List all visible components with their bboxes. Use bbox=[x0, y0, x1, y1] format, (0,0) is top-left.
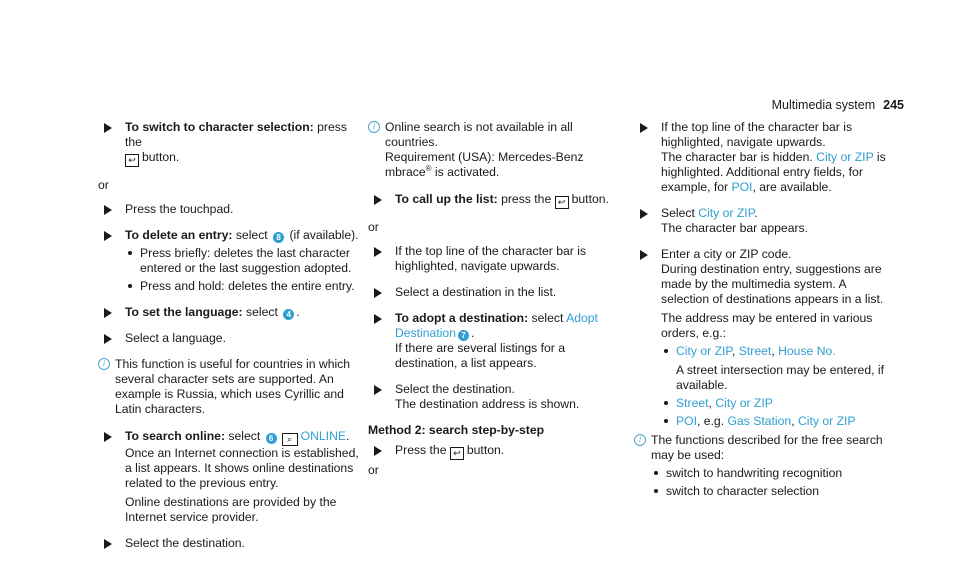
step-navigate-upwards bbox=[634, 120, 892, 195]
arrow-right-icon bbox=[374, 385, 382, 395]
ui-label-city-zip: City or ZIP bbox=[676, 344, 732, 358]
step-switch-character bbox=[98, 120, 360, 167]
step-title: To set the language: bbox=[125, 305, 243, 319]
step-call-up-list bbox=[368, 192, 613, 209]
bullet-icon bbox=[664, 349, 668, 353]
note-text: This function is useful for countries in which several character sets are supported. An example is Russia, which uses Cyrillic and Latin characters. bbox=[115, 357, 351, 416]
step-title: To switch to character selection: bbox=[125, 120, 314, 134]
step-text: button. bbox=[142, 150, 180, 164]
ui-label-online: ONLINE bbox=[300, 429, 347, 443]
ui-label-street: Street bbox=[738, 344, 772, 358]
step-result-text: The character bar is hidden. bbox=[661, 150, 817, 164]
ui-label-street: Street bbox=[676, 396, 709, 410]
step-result: The address may be entered in various orders, e.g.: bbox=[661, 311, 873, 340]
step-result-text: , are available. bbox=[752, 180, 832, 194]
step-text: press the bbox=[497, 192, 552, 206]
list-item: City or ZIP, Street, House No. A street intersection may be entered, if available. bbox=[661, 344, 892, 393]
page-number: 245 bbox=[883, 98, 904, 112]
step-result: Once an Internet connection is established, a list appears. It shows online destinations related to the previous entry. bbox=[125, 446, 359, 490]
note-text: Online search is not available in all countries. bbox=[385, 120, 573, 149]
step-press-touchpad bbox=[98, 202, 360, 217]
step-result bbox=[661, 150, 892, 195]
step-navigate-up bbox=[368, 244, 613, 274]
callout-number: 8 bbox=[273, 232, 284, 243]
list-item: Street, City or ZIP bbox=[661, 396, 892, 411]
bullet-icon bbox=[654, 471, 658, 475]
or-text: or bbox=[368, 463, 379, 477]
bullet-icon bbox=[664, 419, 668, 423]
column-3 bbox=[634, 120, 892, 511]
ui-label-city-zip: City or ZIP bbox=[698, 206, 755, 220]
arrow-right-icon bbox=[640, 209, 648, 219]
bullet-text: switch to handwriting recognition bbox=[666, 466, 843, 480]
callout-number: 4 bbox=[283, 309, 294, 320]
step-text: Select bbox=[661, 206, 699, 220]
step-text: select bbox=[232, 228, 272, 242]
step-result: The destination address is shown. bbox=[395, 397, 580, 411]
step-result-text: is highlighted. Additional entry fields, for example, for bbox=[661, 150, 886, 194]
step-text: Enter a city or ZIP code. bbox=[661, 247, 792, 261]
step-text: Select a language. bbox=[125, 331, 226, 345]
arrow-right-icon bbox=[104, 539, 112, 549]
column-2 bbox=[368, 120, 613, 487]
step-title: To delete an entry: bbox=[125, 228, 233, 242]
ui-label-house-no: House No. bbox=[778, 344, 836, 358]
step-text: select bbox=[528, 311, 567, 325]
back-button-icon: ↩ bbox=[555, 196, 569, 209]
callout-number: 6 bbox=[266, 433, 277, 444]
step-search-online bbox=[98, 429, 360, 525]
arrow-right-icon bbox=[104, 334, 112, 344]
step-text: Select a destination in the list. bbox=[395, 285, 557, 299]
note-text: The functions described for the free search may be used: bbox=[651, 433, 883, 462]
step-enter-city bbox=[634, 247, 892, 429]
info-note bbox=[98, 357, 360, 417]
info-icon: i bbox=[368, 121, 380, 133]
arrow-right-icon bbox=[104, 123, 112, 133]
step-text: button. bbox=[466, 443, 505, 457]
ui-label-poi: POI bbox=[676, 414, 697, 428]
step-set-language bbox=[98, 305, 360, 320]
list-item: POI, e.g. Gas Station, City or ZIP bbox=[661, 414, 892, 429]
note-text: is activated. bbox=[431, 165, 500, 179]
arrow-right-icon bbox=[104, 308, 112, 318]
info-icon: i bbox=[634, 434, 646, 446]
ui-label-city-zip: City or ZIP bbox=[797, 414, 856, 428]
list-item bbox=[651, 466, 892, 481]
step-text: Select the destination. bbox=[125, 536, 245, 550]
registered-mark: ® bbox=[425, 163, 432, 173]
step-text: Select the destination. bbox=[395, 382, 515, 396]
step-press-back bbox=[368, 443, 613, 460]
step-text: select bbox=[225, 429, 264, 443]
step-select-city-zip bbox=[634, 206, 892, 236]
arrow-right-icon bbox=[374, 195, 382, 205]
bullet-icon bbox=[128, 251, 132, 255]
step-adopt-destination bbox=[368, 311, 613, 371]
arrow-right-icon bbox=[374, 288, 382, 298]
ui-label-city-zip: City or ZIP bbox=[816, 150, 874, 164]
arrow-right-icon bbox=[374, 247, 382, 257]
search-icon: ⌕ bbox=[282, 433, 298, 446]
or-text: or bbox=[98, 178, 109, 192]
arrow-right-icon bbox=[104, 231, 112, 241]
step-select-language bbox=[98, 331, 360, 346]
step-select-the-destination bbox=[368, 382, 613, 412]
arrow-right-icon bbox=[374, 446, 382, 456]
bullet-icon bbox=[664, 401, 668, 405]
method-heading: Method 2: search step-by-step bbox=[368, 423, 545, 437]
step-result: During destination entry, suggestions are made by the multimedia system. A selection of destinations appears in a list. bbox=[661, 262, 884, 306]
bullet-detail: A street intersection may be entered, if available. bbox=[676, 363, 884, 392]
or-text: or bbox=[368, 220, 379, 234]
list-item bbox=[125, 246, 360, 276]
step-select-in-list bbox=[368, 285, 613, 300]
note-text: Requirement (USA): Mercedes-Benz mbrace bbox=[385, 150, 584, 179]
info-note bbox=[634, 433, 892, 499]
ui-label-gas-station: Gas Station bbox=[727, 414, 792, 428]
bullet-icon bbox=[128, 284, 132, 288]
step-text: button. bbox=[571, 192, 609, 206]
step-delete-entry bbox=[98, 228, 360, 294]
arrow-right-icon bbox=[640, 250, 648, 260]
back-button-icon: ↩ bbox=[125, 154, 139, 167]
step-title: To adopt a destination: bbox=[395, 311, 529, 325]
step-text: (if available). bbox=[286, 228, 359, 242]
arrow-right-icon bbox=[104, 205, 112, 215]
bullet-text: , e.g. bbox=[697, 414, 728, 428]
step-text: . bbox=[754, 206, 758, 220]
step-text: Press the touchpad. bbox=[125, 202, 234, 216]
step-text: Press the bbox=[395, 443, 447, 457]
step-result: If there are several listings for a destination, a list appears. bbox=[395, 341, 566, 370]
page-header bbox=[772, 98, 904, 113]
info-icon: i bbox=[98, 358, 110, 370]
bullet-text: Press and hold: deletes the entire entry. bbox=[140, 279, 355, 293]
callout-number: 7 bbox=[458, 330, 469, 341]
column-1 bbox=[98, 120, 360, 562]
section-title: Multimedia system bbox=[771, 98, 876, 112]
step-text: . bbox=[470, 326, 475, 340]
back-button-icon: ↩ bbox=[450, 447, 464, 460]
arrow-right-icon bbox=[374, 314, 382, 324]
step-result: Online destinations are provided by the Internet service provider. bbox=[125, 495, 337, 524]
arrow-right-icon bbox=[640, 123, 648, 133]
step-text: select bbox=[242, 305, 282, 319]
list-item bbox=[125, 279, 360, 294]
ui-label-city-zip: City or ZIP bbox=[715, 396, 773, 410]
step-select-destination bbox=[98, 536, 360, 551]
step-text: . bbox=[296, 305, 300, 319]
step-text: If the top line of the character bar is highlighted, navigate upwards. bbox=[395, 244, 587, 273]
ui-label-poi: POI bbox=[731, 180, 753, 194]
bullet-icon bbox=[654, 489, 658, 493]
step-result: The character bar appears. bbox=[661, 221, 809, 235]
step-title: To search online: bbox=[125, 429, 225, 443]
bullet-text: Press briefly: deletes the last character entered or the last suggestion adopted. bbox=[140, 246, 352, 275]
ui-label-adopt-destination: Adopt Destination bbox=[395, 311, 598, 340]
step-title: To call up the list: bbox=[395, 192, 498, 206]
step-text: press the bbox=[125, 120, 347, 149]
step-text: . bbox=[346, 429, 350, 443]
step-text: If the top line of the character bar is highlighted, navigate upwards. bbox=[661, 120, 853, 149]
info-note bbox=[368, 120, 613, 180]
bullet-text: switch to character selection bbox=[666, 484, 820, 498]
arrow-right-icon bbox=[104, 432, 112, 442]
list-item bbox=[651, 484, 892, 499]
